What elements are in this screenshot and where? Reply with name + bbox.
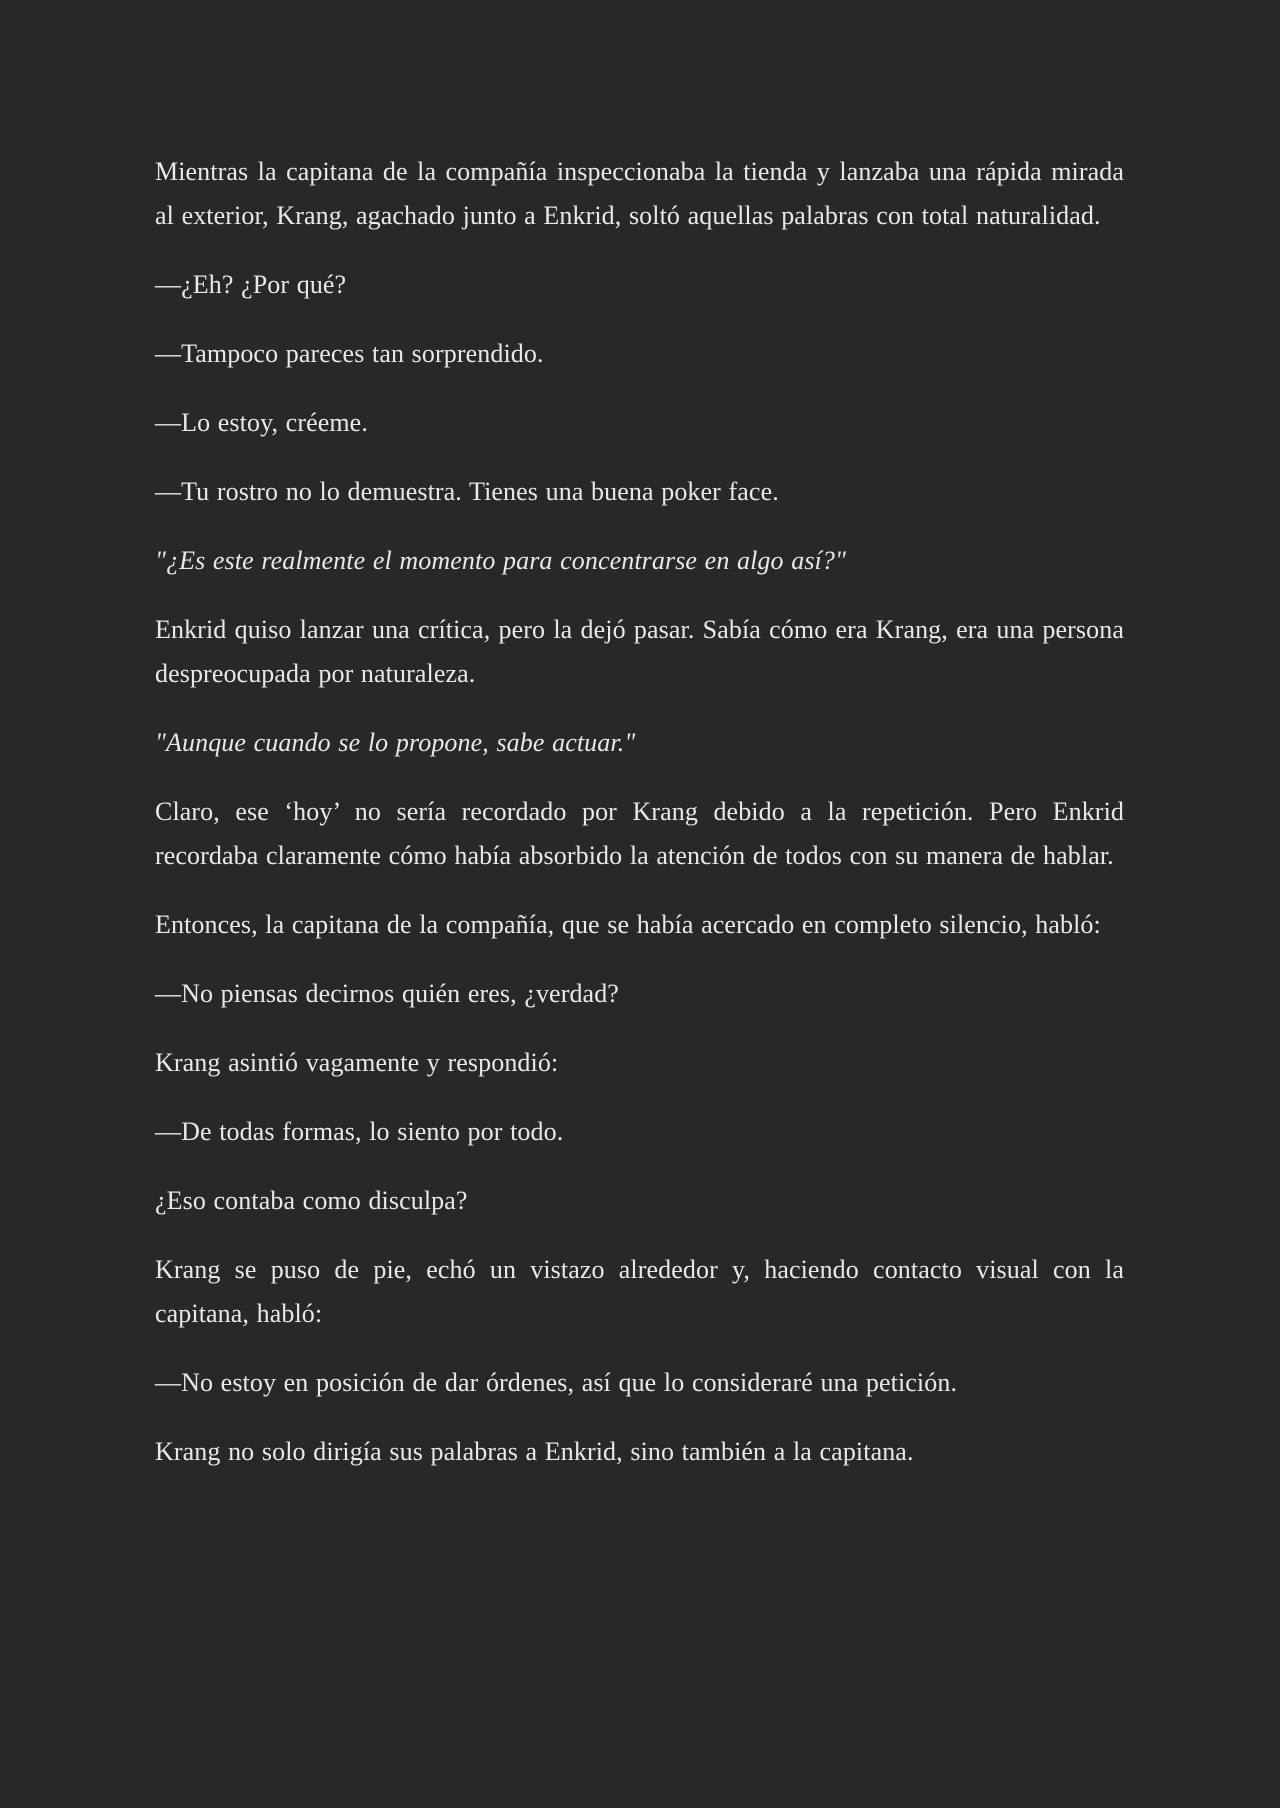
inner-thought: "¿Es este realmente el momento para concentrarse en algo así?" (155, 546, 846, 575)
paragraph: ¿Eso contaba como disculpa? (155, 1186, 468, 1215)
dialogue-line: —¿Eh? ¿Por qué? (155, 270, 347, 299)
paragraph: Claro, ese ‘hoy’ no sería recordado por Krang debido a la repetición. Pero Enkrid recordaba claramente cómo había absorbido la atención de todos con su manera de hablar. (155, 797, 1124, 870)
dialogue-line: —Tu rostro no lo demuestra. Tienes una buena poker face. (155, 477, 779, 506)
paragraph: Krang se puso de pie, echó un vistazo alrededor y, haciendo contacto visual con la capitana, habló: (155, 1255, 1124, 1328)
dialogue-line: —Lo estoy, créeme. (155, 408, 368, 437)
chapter-text (155, 150, 1124, 1474)
paragraph: Krang no solo dirigía sus palabras a Enkrid, sino también a la capitana. (155, 1437, 914, 1466)
paragraph: Enkrid quiso lanzar una crítica, pero la dejó pasar. Sabía cómo era Krang, era una persona despreocupada por naturaleza. (155, 615, 1124, 688)
dialogue-line: —Tampoco pareces tan sorprendido. (155, 339, 544, 368)
dialogue-line: —No piensas decirnos quién eres, ¿verdad? (155, 979, 619, 1008)
dialogue-line: —No estoy en posición de dar órdenes, así que lo consideraré una petición. (155, 1368, 958, 1397)
paragraph: Krang asintió vagamente y respondió: (155, 1048, 559, 1077)
dialogue-line: —De todas formas, lo siento por todo. (155, 1117, 564, 1146)
paragraph: Entonces, la capitana de la compañía, que se había acercado en completo silencio, habló: (155, 910, 1101, 939)
paragraph: Mientras la capitana de la compañía inspeccionaba la tienda y lanzaba una rápida mirada al exterior, Krang, agachado junto a Enkrid, soltó aquellas palabras con total naturalidad. (155, 157, 1124, 230)
inner-thought: "Aunque cuando se lo propone, sabe actuar." (155, 728, 636, 757)
